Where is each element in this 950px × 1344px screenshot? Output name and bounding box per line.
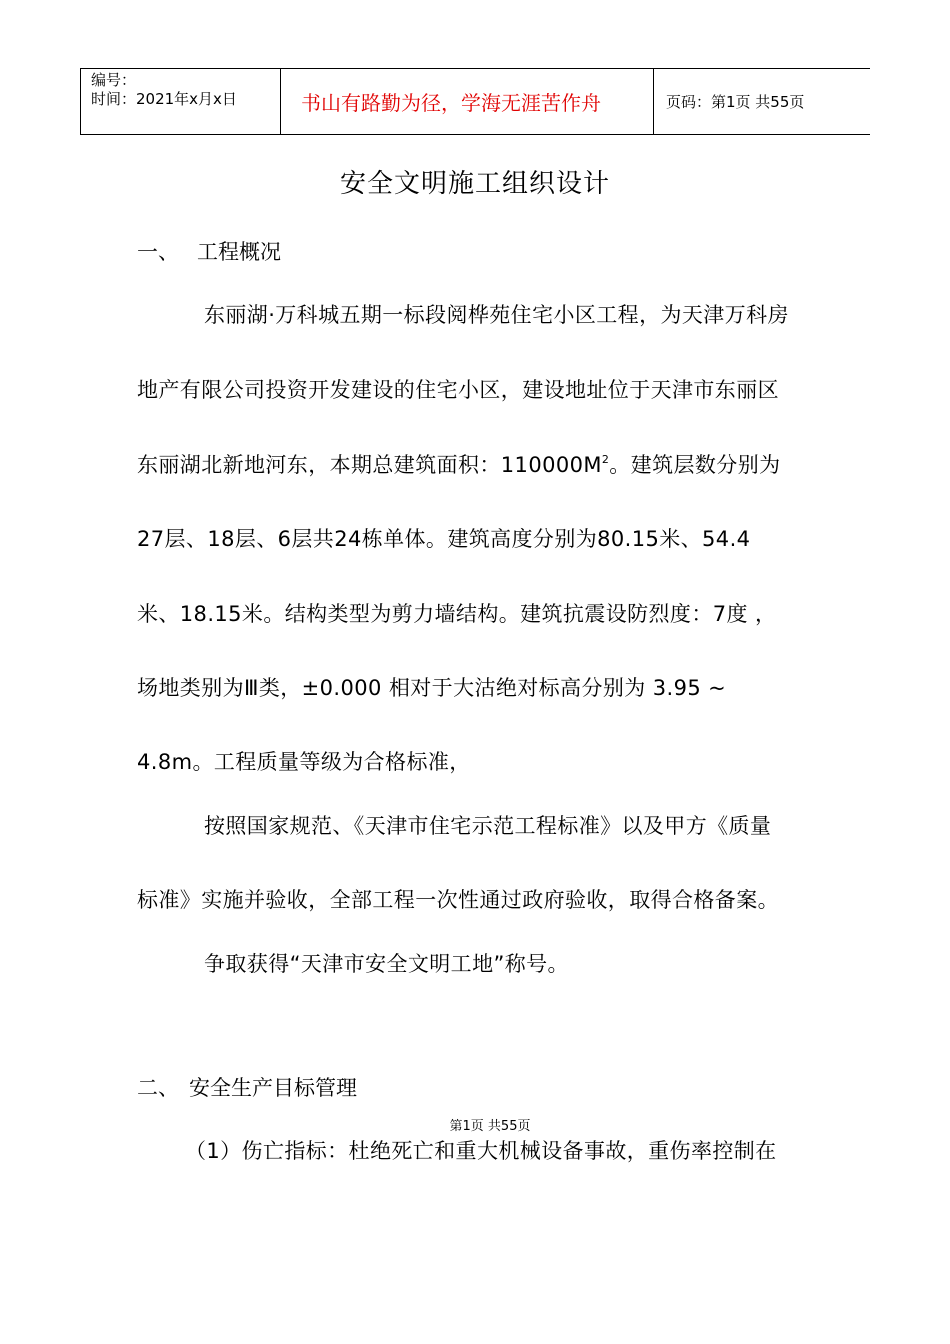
paragraph-line-area (137, 449, 817, 479)
area-tail: 。建筑层数分别为 (609, 453, 781, 477)
motto-text: 书山有路勤为径，学海无涯苦作舟 (301, 91, 601, 115)
header-table (80, 68, 870, 135)
header-page-cell (654, 69, 870, 134)
paragraph-line: 场地类别为Ⅲ类，±0.000 相对于大沽绝对标高分别为 3.95 ~ (137, 676, 727, 700)
section-1-number: 一、 (137, 240, 179, 264)
section-2-number: 二、 (137, 1076, 179, 1100)
section-1-title: 工程概况 (197, 240, 281, 264)
header-meta-cell (80, 69, 281, 134)
section-2-heading (137, 1072, 357, 1102)
paragraph-line: 米、18.15米。结构类型为剪力墙结构。建筑抗震设防烈度：7度 ， (137, 602, 777, 626)
header-motto-cell (281, 69, 654, 134)
paragraph-line: 争取获得“天津市安全文明工地”称号。 (204, 952, 569, 976)
section-1-heading (137, 236, 281, 266)
number-label: 编号： (91, 71, 137, 89)
paragraph-line: 东丽湖·万科城五期一标段阅桦苑住宅小区工程，为天津万科房 (204, 303, 789, 327)
page-footer-number: 第1页 共55页 (449, 1119, 531, 1134)
page-info: 页码：第1页 共55页 (666, 93, 805, 111)
paragraph-line: （1）伤亡指标：杜绝死亡和重大机械设备事故，重伤率控制在 (185, 1139, 777, 1163)
paragraph-line: 按照国家规范、《天津市住宅示范工程标准》以及甲方《质量 (204, 814, 772, 838)
paragraph-line: 27层、18层、6层共24栋单体。建筑高度分别为80.15米、54.4 (137, 527, 751, 551)
paragraph-line: 标准》实施并验收，全部工程一次性通过政府验收，取得合格备案。 (137, 888, 779, 912)
paragraph-line: 4.8m。工程质量等级为合格标准， (137, 750, 471, 774)
document-title: 安全文明施工组织设计 (339, 169, 610, 199)
paragraph-line: 地产有限公司投资开发建设的住宅小区，建设地址位于天津市东丽区 (137, 378, 779, 402)
section-2-title: 安全生产目标管理 (189, 1076, 357, 1100)
area-superscript: 2 (601, 453, 610, 466)
area-text: 东丽湖北新地河东，本期总建筑面积：110000M (137, 453, 602, 477)
time-label: 时间：2021年x月x日 (91, 90, 237, 108)
